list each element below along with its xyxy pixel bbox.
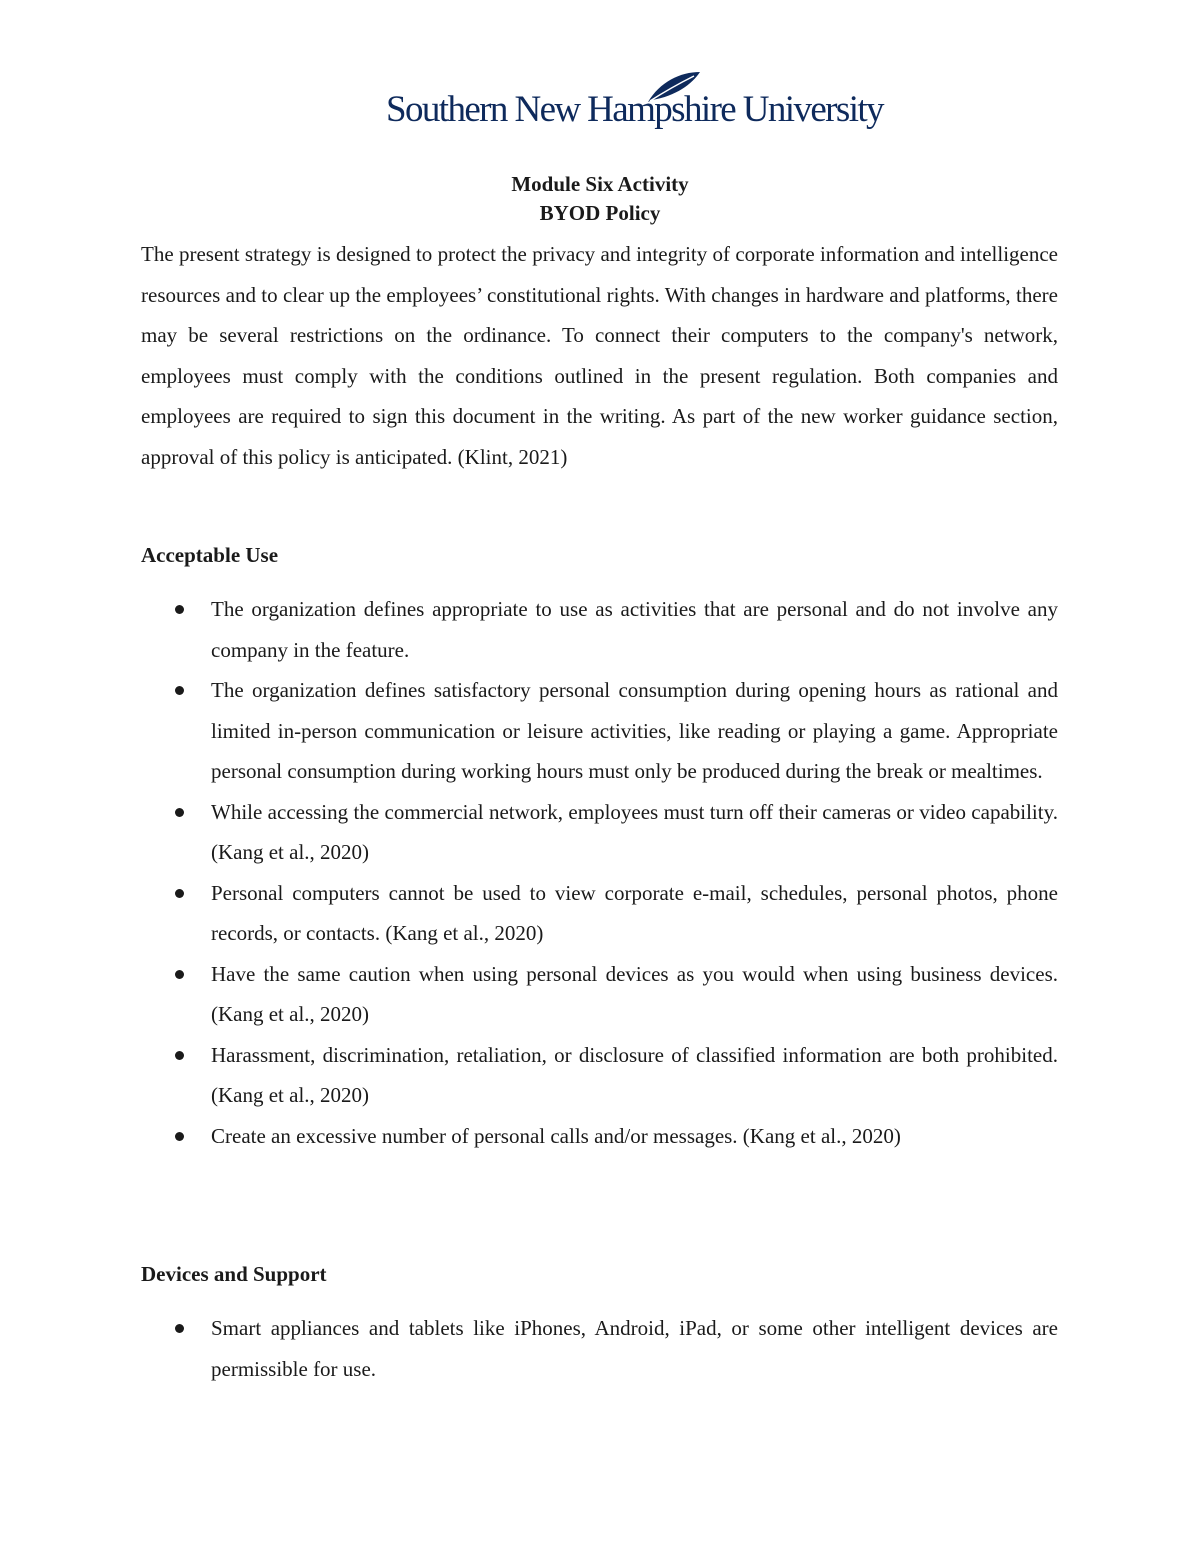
list-item — [141, 792, 1058, 873]
logo-wordmark: Southern New Hampshire University — [386, 89, 883, 130]
list-item-text: Create an excessive number of personal calls and/or messages. (Kang et al., 2020) — [211, 1123, 901, 1148]
list-item-text: Smart appliances and tablets like iPhones, Android, iPad, or some other intelligent devices are permissible for use. — [211, 1316, 1058, 1381]
list-item-text: The organization defines satisfactory personal consumption during opening hours as rational and limited in-person communication or leisure activities, like reading or playing a game. Appropriate personal consumption during working hours must only be produced during the break or mealtimes. — [211, 678, 1058, 783]
acceptable-use-list — [141, 589, 1058, 1156]
list-item — [141, 873, 1058, 954]
bullet-icon — [175, 970, 184, 979]
document-subtitle: BYOD Policy — [539, 201, 661, 225]
document-title: Module Six Activity — [511, 172, 689, 196]
list-item — [141, 1035, 1058, 1116]
list-item-text: Harassment, discrimination, retaliation, or disclosure of classified information are both prohibited. (Kang et al., 2020) — [211, 1042, 1058, 1107]
list-item — [141, 1116, 1058, 1157]
list-item-text: The organization defines appropriate to use as activities that are personal and do not involve any company in the feature. — [211, 597, 1058, 662]
bullet-icon — [175, 808, 184, 817]
bullet-icon — [175, 889, 184, 898]
devices-support-heading: Devices and Support — [141, 1262, 327, 1286]
list-item-text: Personal computers cannot be used to view corporate e-mail, schedules, personal photos, phone records, or contacts. (Kang et al., 2020) — [211, 880, 1058, 945]
list-item — [141, 670, 1058, 792]
list-item-text: Have the same caution when using personal devices as you would when using business devices. (Kang et al., 2020) — [211, 961, 1058, 1026]
list-item-text: While accessing the commercial network, employees must turn off their cameras or video capability. (Kang et al., 2020) — [211, 799, 1058, 864]
bullet-icon — [175, 1132, 184, 1141]
devices-support-list — [141, 1308, 1058, 1389]
bullet-icon — [175, 1324, 184, 1333]
title-block — [0, 170, 1200, 228]
list-item — [141, 589, 1058, 670]
bullet-icon — [175, 605, 184, 614]
bullet-icon — [175, 1051, 184, 1060]
bullet-icon — [175, 686, 184, 695]
list-item — [141, 954, 1058, 1035]
acceptable-use-heading: Acceptable Use — [141, 543, 279, 567]
list-item — [141, 1308, 1058, 1389]
intro-paragraph: The present strategy is designed to protect the privacy and integrity of corporate information and intelligence resources and to clear up the employees’ constitutional rights. With changes in hardware and platforms, there may be several restrictions on the ordinance. To connect their computers to the company's network, employees must comply with the conditions outlined in the present regulation. Both companies and employees are required to sign this document in the writing. As part of the new worker guidance section, approval of this policy is anticipated. (Klint, 2021) — [141, 242, 1058, 469]
university-logo — [386, 70, 883, 138]
